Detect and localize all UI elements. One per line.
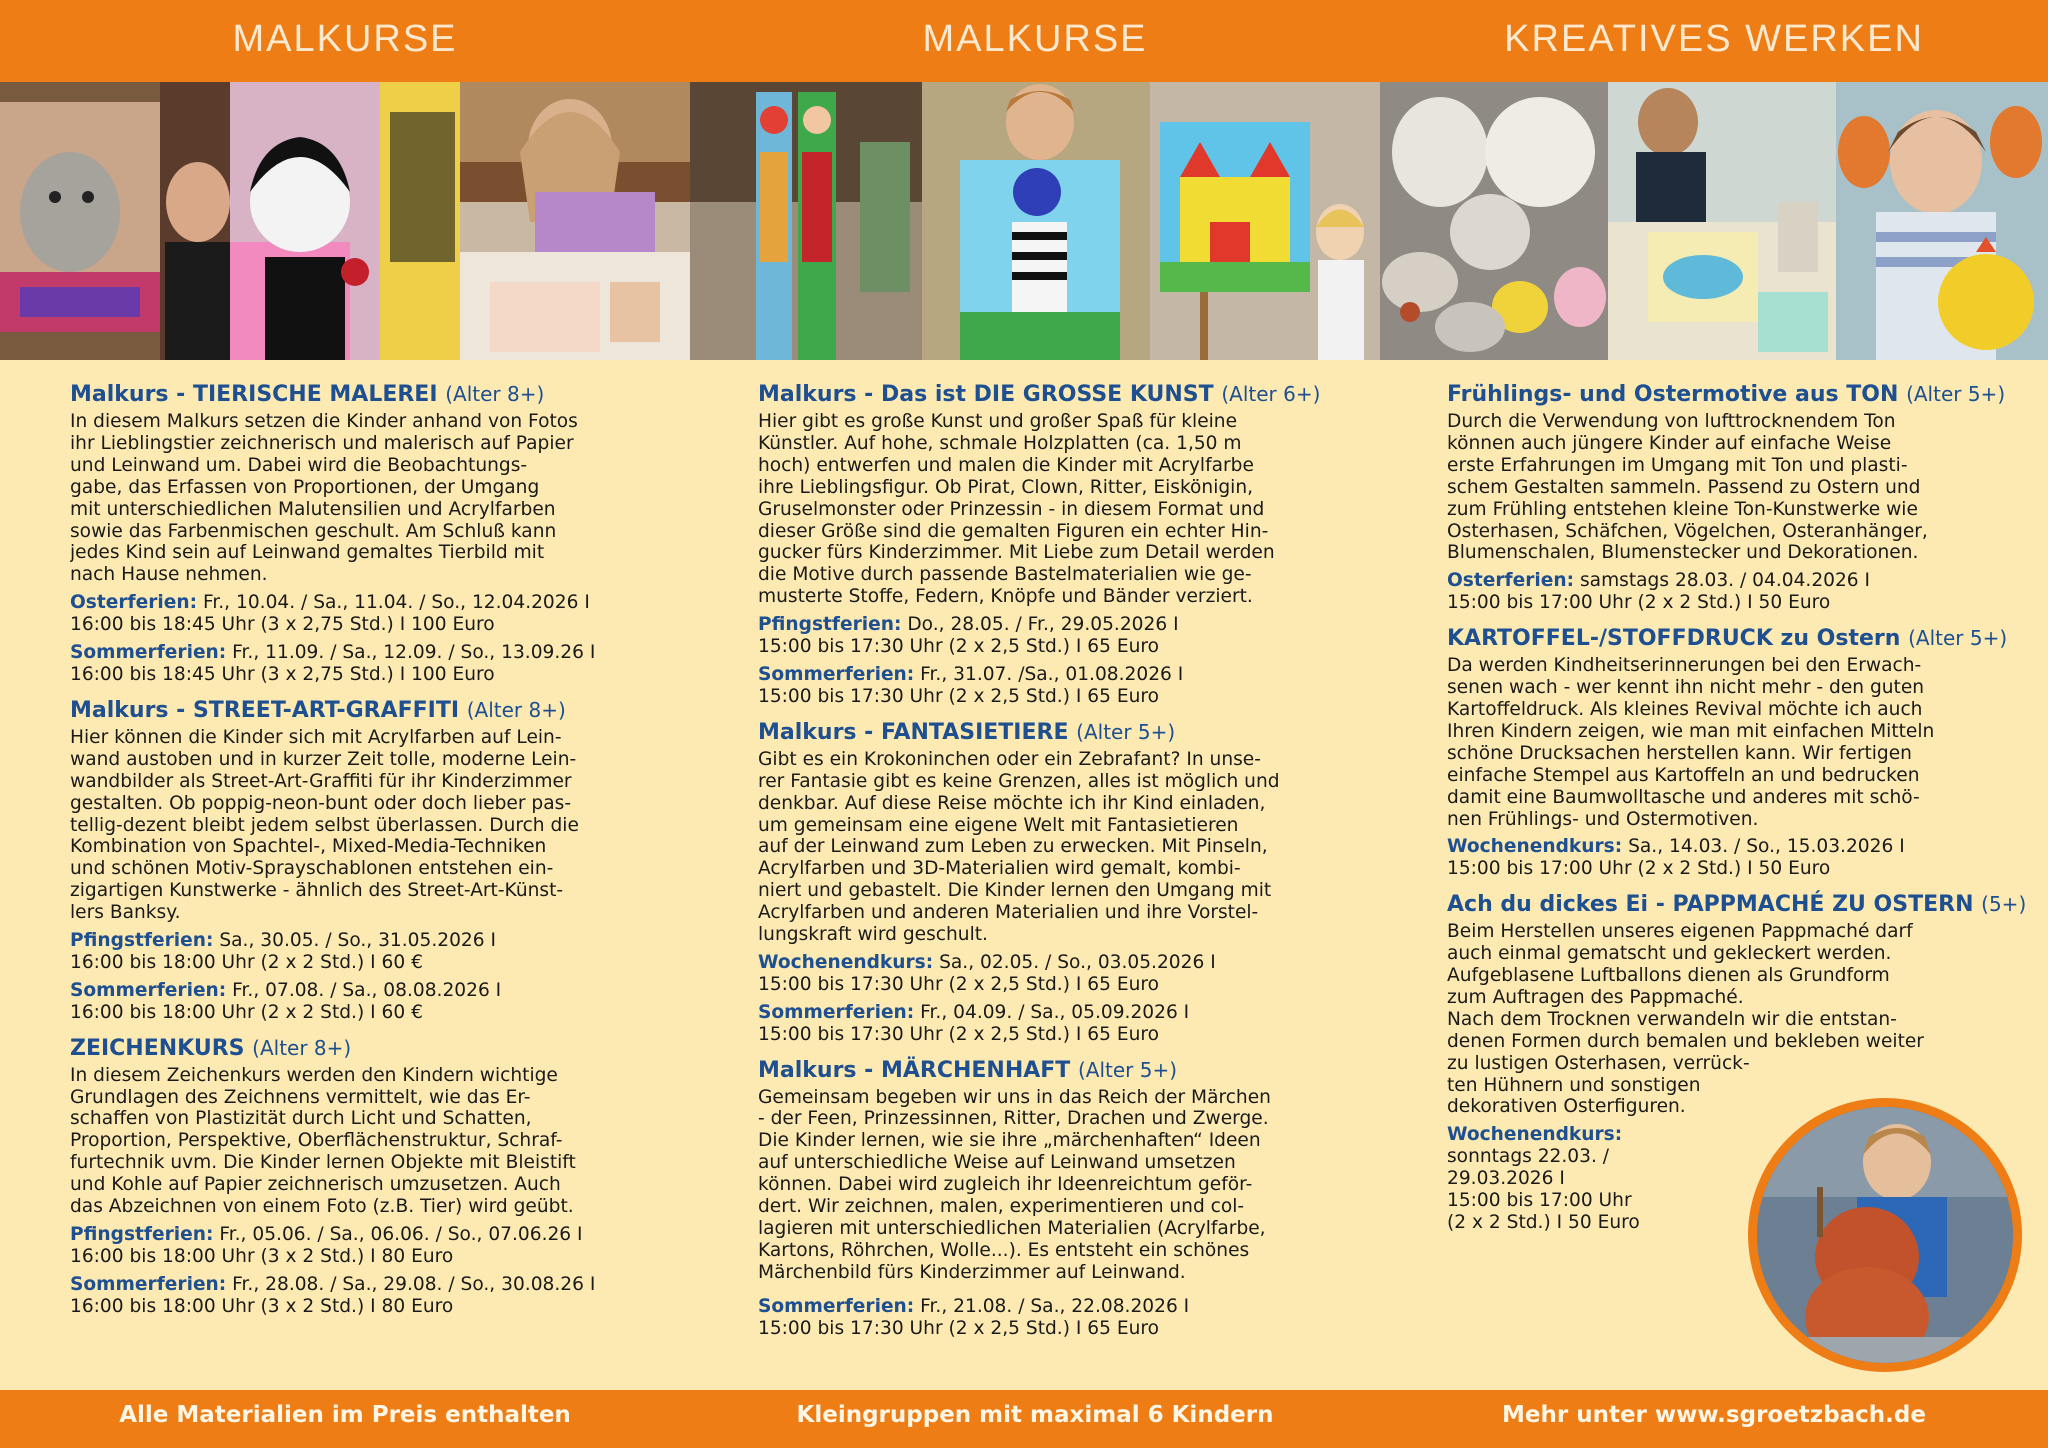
course-title: Frühlings- und Ostermotive aus TON (Alter 5+)	[1447, 382, 2006, 407]
photo-strip	[0, 82, 2048, 360]
course-dates-2: Sommerferien: Fr., 31.07. /Sa., 01.08.2026 I 15:00 bis 17:30 Uhr (2 x 2,5 Std.) I 65 Euro	[758, 663, 1184, 707]
course-dates-1: Wochenendkurs: sonntags 22.03. / 29.03.2026 I 15:00 bis 17:00 Uhr (2 x 2 Std.) I 50 Euro	[1447, 1124, 1640, 1233]
course-description: In diesem Zeichenkurs werden den Kindern wichtige Grundlagen des Zeichnens vermittelt, wie das Er- schaffen von Plastizität durch Licht und Schatten, Proportion, Perspektive, Oberflächenstruktur, Schraf- furtechnik uvm. Die Kinder lernen Objekte mit Bleistift und Kohle auf Papier zeichnerisch umzusetzen. Auch das Abzeichnen von einem Foto (z.B. Tier) wird geübt.	[70, 1064, 576, 1218]
course-dates-2: Sommerferien: Fr., 07.08. / Sa., 08.08.2026 I 16:00 bis 18:00 Uhr (2 x 2 Std.) I 60 €	[70, 979, 502, 1023]
course-dates-1: Pfingstferien: Sa., 30.05. / So., 31.05.2026 I 16:00 bis 18:00 Uhr (2 x 2 Std.) I 60 €	[70, 930, 496, 973]
course-description: Hier können die Kinder sich mit Acrylfarben auf Lein- wand austoben und in kurzer Zeit tolle, moderne Lein- wandbilder als Street-Art-Graffiti für ihr Kinderzimmer gestalten. Ob poppig-neon-bunt oder doch lieber pas- tellig-dezent bleibt jedem selbst überlassen. Durch die Kombination von Spachtel-, Mixed-Media-Techniken und schönen Motiv-Sprayschablonen entstehen ein- zigartigen Kunstwerke - ähnlich des Street-Art-Künst- lers Banksy.	[70, 726, 579, 924]
course-dates-1: Wochenendkurs: Sa., 02.05. / So., 03.05.2026 I 15:00 bis 17:30 Uhr (2 x 2,5 Std.) I 65 Euro	[758, 951, 1216, 995]
course-description: Gemeinsam begeben wir uns in das Reich der Märchen - der Feen, Prinzessinnen, Ritter, Drachen und Zwerge. Die Kinder lernen, wie sie ihre „märchenhaften“ Ideen auf unterschiedliche Weise auf Leinwand umsetzen können. Dabei wird zugleich ihr Ideenreichtum geför- dert. Wir zeichnen, malen, experimentieren und col- lagieren mit unterschiedlichen Materialien (Acrylfarbe, Kartons, Röhrchen, Wolle...). Es entsteht ein schönes Märchenbild fürs Kinderzimmer auf Leinwand.	[758, 1086, 1271, 1283]
course-description: In diesem Malkurs setzen die Kinder anhand von Fotos ihr Lieblingstier zeichnerisch und malerisch auf Papier und Leinwand um. Dabei wird die Beobachtungs- gabe, das Erfassen von Proportionen, der Umgang mit unterschiedlichen Malutensilien und Acrylfarben sowie das Farbenmischen geschult. Am Schluß kann jedes Kind sein auf Leinwand gemaltes Tierbild mit nach Hause nehmen.	[70, 411, 578, 586]
course-description: Da werden Kindheitserinnerungen bei den Erwach- senen wach - wer kennt ihn nicht mehr - den guten Kartoffeldruck. Als kleines Revival möchte ich auch Ihren Kindern zeigen, wie man mit einfachen Mitteln schöne Drucksachen herstellen kann. Wir fertigen einfache Stempel aus Kartoffeln an und bedrucken damit eine Baumwolltasche und anderes mit schö- nen Frühlings- und Ostermotiven.	[1447, 655, 1935, 830]
course-dates-2: Sommerferien: Fr., 28.08. / Sa., 29.08. / So., 30.08.26 I 16:00 bis 18:00 Uhr (3 x 2 Std.) I 80 Euro	[70, 1273, 596, 1317]
column-2	[758, 378, 1338, 1348]
course-title: Malkurs - TIERISCHE MALEREI (Alter 8+)	[70, 382, 545, 407]
column-header-1: MALKURSE	[232, 18, 458, 60]
course-dates-1: Wochenendkurs: Sa., 14.03. / So., 15.03.2026 I 15:00 bis 17:00 Uhr (2 x 2 Std.) I 50 Euro	[1447, 836, 1905, 880]
course-description: Hier gibt es große Kunst und großer Spaß für kleine Künstler. Auf hohe, schmale Holzplatten (ca. 1,50 m hoch) entwerfen und malen die Kinder mit Acrylfarbe ihre Lieblingsfigur. Ob Pirat, Clown, Ritter, Eiskönigin, Gruselmonster oder Prinzessin - in diesem Format und dieser Größe sind die gemalten Figuren ein echter Hin- gucker fürs Kinderzimmer. Mit Liebe zum Detail werden die Motive durch passende Bastelmaterialien wie ge- musterte Stoffe, Federn, Knöpfe und Bänder verziert.	[758, 411, 1275, 608]
course-dates-1: Osterferien: Fr., 10.04. / Sa., 11.04. / So., 12.04.2026 I 16:00 bis 18:45 Uhr (3 x 2,75 Std.) I 100 Euro	[70, 592, 590, 636]
course-title: Ach du dickes Ei - PAPPMACHÉ ZU OSTERN (5+)	[1447, 892, 2027, 918]
course-tierische-malerei	[70, 378, 650, 686]
papier-mache-photo	[1836, 82, 2048, 360]
course-dates-2: Sommerferien: Fr., 11.09. / Sa., 12.09. / So., 13.09.26 I 16:00 bis 18:45 Uhr (3 x 2,75 Std.) I 100 Euro	[70, 642, 596, 685]
drawing-girl-photo	[460, 82, 690, 360]
course-dates-1: Sommerferien: Fr., 21.08. / Sa., 22.08.2026 I 15:00 bis 17:30 Uhr (2 x 2,5 Std.) I 65 Euro	[758, 1295, 1190, 1339]
course-maerchenhaft	[758, 1054, 1338, 1340]
course-dates-1: Pfingstferien: Do., 28.05. / Fr., 29.05.2026 I 15:00 bis 17:30 Uhr (2 x 2,5 Std.) I 65 Euro	[758, 614, 1179, 658]
course-dates-1: Osterferien: samstags 28.03. / 04.04.2026 I 15:00 bis 17:00 Uhr (2 x 2 Std.) I 50 Euro	[1447, 570, 1871, 614]
column-header-2: MALKURSE	[922, 18, 1148, 60]
course-description: Durch die Verwendung von lufttrocknendem Ton können auch jüngere Kinder auf einfache Weise erste Erfahrungen im Umgang mit Ton und plasti- schem Gestalten sammeln. Passend zu Ostern und zum Frühling entstehen kleine Ton-Kunstwerke wie Osterhasen, Schäfchen, Vögelchen, Osteranhänger, Blumenschalen, Blumenstecker und Dekorationen.	[1447, 411, 1928, 564]
course-title: KARTOFFEL-/STOFFDRUCK zu Ostern (Alter 5+)	[1447, 626, 2008, 652]
column-header-3: KREATIVES WERKEN	[1504, 18, 1924, 60]
street-art-photo	[230, 82, 460, 360]
footer-website-link[interactable]: Mehr unter www.sgroetzbach.de	[1502, 1402, 1926, 1428]
course-fantasietiere	[758, 716, 1338, 1046]
course-title: ZEICHENKURS (Alter 8+)	[70, 1035, 352, 1061]
course-title: Malkurs - FANTASIETIERE (Alter 5+)	[758, 719, 1176, 745]
footer-group-size: Kleingruppen mit maximal 6 Kindern	[796, 1402, 1274, 1428]
pappmache-circle-photo	[1748, 1098, 2022, 1372]
course-dates-2: Sommerferien: Fr., 04.09. / Sa., 05.09.2026 I 15:00 bis 17:30 Uhr (2 x 2,5 Std.) I 65 Euro	[758, 1001, 1190, 1045]
clay-figures-photo	[1380, 82, 1608, 360]
course-title: Malkurs - MÄRCHENHAFT (Alter 5+)	[758, 1057, 1178, 1083]
course-description: Gibt es ein Krokoninchen oder ein Zebrafant? In unse- rer Fantasie gibt es keine Grenzen, alles ist möglich und denkbar. Auf diese Reise möchte ich ihr Kind einladen, um gemeinsam eine eigene Welt mit Fantasietieren auf der Leinwand zum Leben zu erwecken. Mit Pinseln, Acrylfarben und 3D-Materialien wird gemalt, kombi- niert und gebastelt. Die Kinder lernen den Umgang mit Acrylfarben und anderen Materialien und ihre Vorstel- lungskraft wird geschult.	[758, 748, 1280, 946]
zebra-painting-photo	[922, 82, 1150, 360]
column-1	[70, 378, 650, 1326]
print-fabric-photo	[1608, 82, 1836, 360]
course-grosse-kunst	[758, 378, 1338, 708]
course-title: Malkurs - Das ist DIE GROSSE KUNST (Alter 6+)	[758, 382, 1321, 407]
course-description: Beim Herstellen unseres eigenen Pappmaché darf auch einmal gematscht und gekleckert werden. Aufgeblasene Luftballons dienen als Grundform zum Auftragen des Pappmaché. Nach dem Trocknen verwandeln wir die entstan- denen Formen durch bemalen und bekleben weiter zu lustigen Osterhasen, verrück- ten Hühnern und sonstigen dekorativen Osterfiguren.	[1447, 921, 1924, 1118]
course-kartoffeldruck	[1447, 622, 2008, 880]
castle-painting-photo	[1150, 82, 1380, 360]
course-title: Malkurs - STREET-ART-GRAFFITI (Alter 8+)	[70, 697, 566, 723]
course-zeichenkurs	[70, 1032, 650, 1318]
tall-figures-photo	[690, 82, 922, 360]
footer-materials: Alle Materialien im Preis enthalten	[119, 1402, 571, 1428]
dog-painting-photo	[0, 82, 230, 360]
course-ton	[1447, 378, 2006, 614]
course-street-art-graffiti	[70, 694, 650, 1024]
course-dates-1: Pfingstferien: Fr., 05.06. / Sa., 06.06. / So., 07.06.26 I 16:00 bis 18:00 Uhr (3 x 2 Std.) I 80 Euro	[70, 1224, 583, 1267]
